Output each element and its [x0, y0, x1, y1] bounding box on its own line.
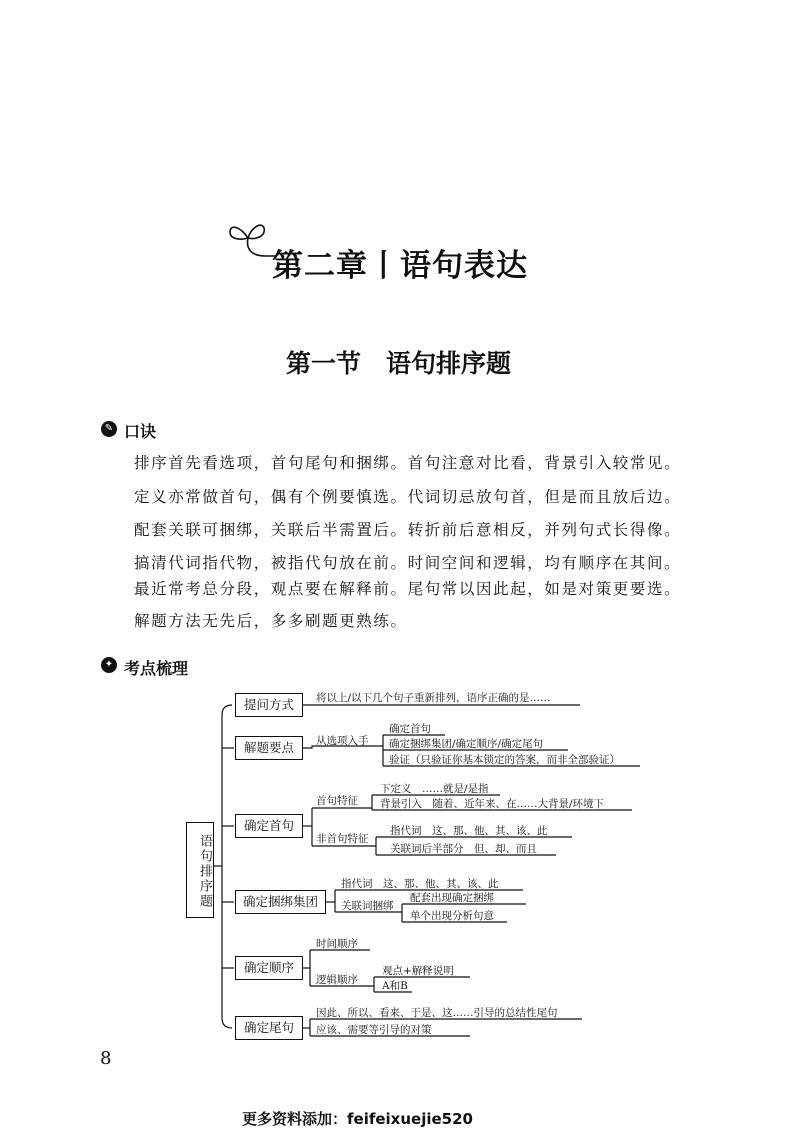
ask-text: 将以上/以下几个句子重新排列，语序正确的是…… — [316, 692, 551, 704]
keypoints-icon: ✦ — [101, 657, 117, 673]
order-logic: 逻辑顺序 — [316, 974, 358, 986]
solve-item: 确定捆绑集团/确定顺序/确定尾句 — [389, 738, 544, 750]
first-feature: 首句特征 — [316, 795, 358, 807]
bind-conj-item: 配套出现确定捆绑 — [410, 892, 494, 904]
first-nonfeature-item: 指代词 这、那、他、其、该、此 — [390, 825, 548, 837]
order-time: 时间顺序 — [316, 938, 358, 950]
branch-solve: 解题要点 — [235, 736, 303, 760]
solve-item: 确定首句 — [389, 723, 431, 735]
last-item: 因此、所以、看来、于是、这……引导的总结性尾句 — [316, 1007, 558, 1019]
solve-item: 验证（只验证你基本锁定的答案，而非全部验证） — [389, 754, 620, 766]
page-number: 8 — [100, 1048, 112, 1069]
bind-conj-item: 单个出现分析句意 — [410, 910, 494, 922]
footer-text: 更多资料添加：feifeixuejie520 — [242, 1110, 473, 1128]
order-logic-item: A和B — [382, 980, 408, 992]
last-item: 应该、需要等引导的对策 — [316, 1024, 432, 1036]
mnemonic-line: 最近常考总分段，观点要在解释前。尾句常以因此起，如是对策更要选。 — [134, 580, 682, 598]
section-title: 第一节 语句排序题 — [286, 349, 512, 378]
branch-ask: 提问方式 — [235, 693, 303, 717]
mindmap-root: 语句排序题 — [186, 822, 214, 918]
first-nonfeature-item: 关联词后半部分 但、却、而且 — [390, 843, 537, 855]
branch-first: 确定首句 — [235, 814, 303, 838]
mnemonic-line: 解题方法无先后，多多刷题更熟练。 — [134, 612, 408, 630]
bind-pronoun: 指代词 这、那、他、其、该、此 — [341, 878, 499, 890]
mnemonic-line: 定义亦常做首句，偶有个例要慎选。代词切忌放句首，但是而且放后边。 — [134, 488, 682, 506]
branch-bind: 确定捆绑集团 — [235, 890, 326, 914]
keypoints-heading: 考点梳理 — [124, 659, 189, 678]
first-feature-item: 背景引入 随着、近年来、在……大背景/环境下 — [380, 798, 605, 810]
branch-last: 确定尾句 — [235, 1016, 303, 1040]
order-logic-item: 观点+解释说明 — [382, 965, 454, 977]
solve-sub: 从选项入手 — [316, 735, 369, 747]
bind-conj: 关联词捆绑 — [341, 900, 394, 912]
mnemonic-icon: ✎ — [101, 421, 117, 437]
mnemonic-line: 排序首先看选项，首句尾句和捆绑。首句注意对比看，背景引入较常见。 — [134, 454, 682, 472]
chapter-title: 第二章丨语句表达 — [272, 248, 528, 284]
mnemonic-line: 配套关联可捆绑，关联后半需置后。转折前后意相反，并列句式长得像。 — [134, 521, 682, 539]
mnemonic-heading: 口诀 — [124, 422, 157, 441]
mnemonic-line: 搞清代词指代物，被指代句放在前。时间空间和逻辑，均有顺序在其间。 — [134, 554, 682, 572]
branch-order: 确定顺序 — [235, 956, 303, 980]
first-nonfeature: 非首句特征 — [316, 833, 369, 845]
first-feature-item: 下定义 ……就是/是指 — [380, 783, 489, 795]
